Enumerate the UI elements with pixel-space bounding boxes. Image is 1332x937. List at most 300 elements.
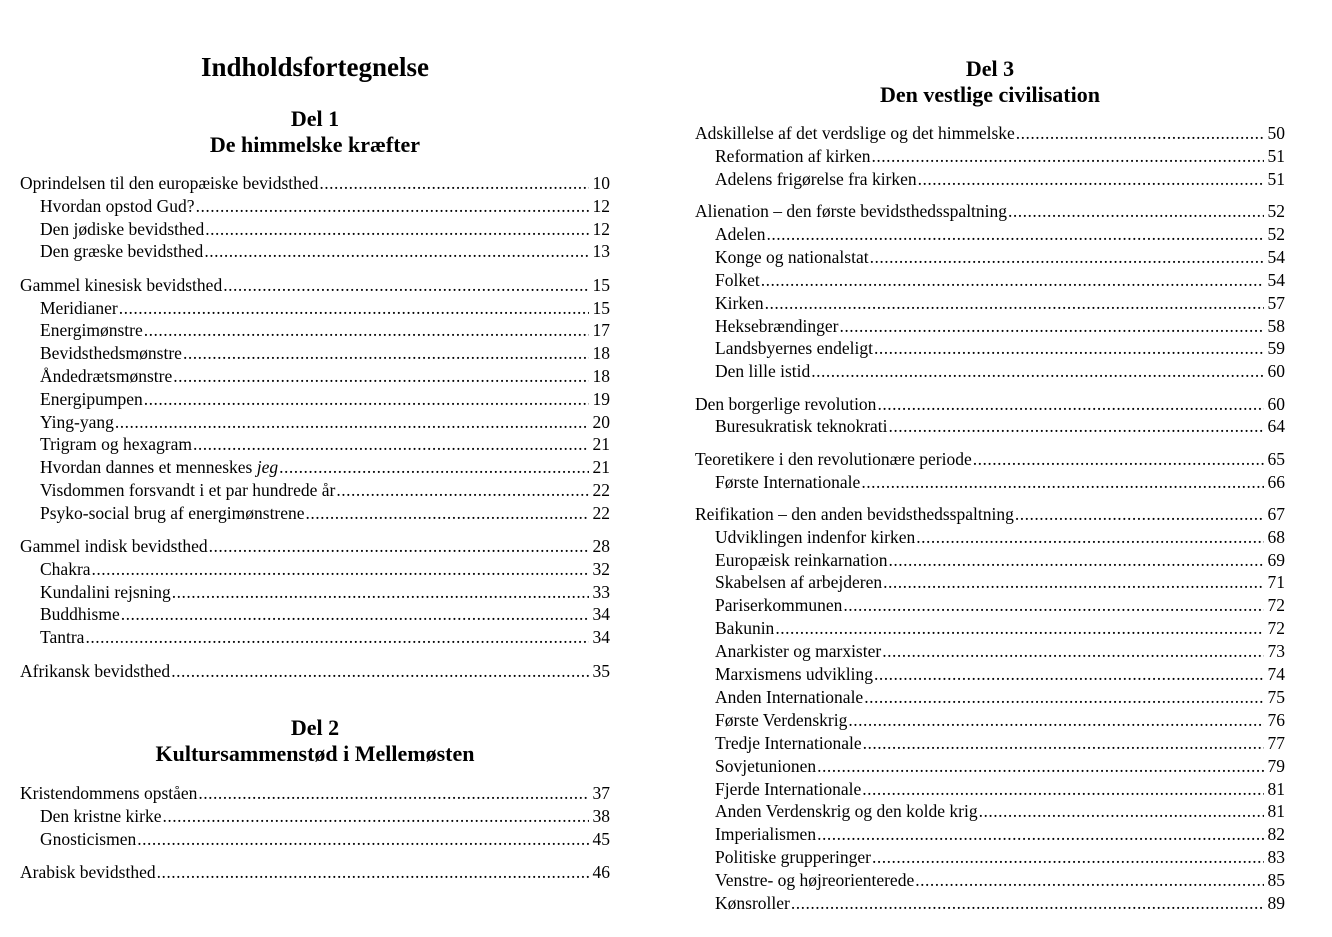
toc-subsection-entry[interactable] bbox=[715, 145, 1285, 167]
page-number: 79 bbox=[1267, 755, 1285, 776]
page-number: 45 bbox=[592, 828, 610, 849]
entry-title-text: Politiske grupperinger bbox=[715, 847, 872, 868]
entry-title bbox=[20, 535, 208, 557]
page-number: 20 bbox=[592, 411, 610, 432]
page-number: 68 bbox=[1267, 526, 1285, 547]
entry-title-text: Konge og nationalstat bbox=[715, 246, 869, 267]
toc-subsection-entry[interactable] bbox=[715, 526, 1285, 548]
entry-title-text: Kundalini rejsning bbox=[40, 581, 171, 602]
entry-title bbox=[715, 571, 882, 593]
entry-title-text: Udviklingen indenfor kirken bbox=[715, 526, 916, 547]
toc-title: Indholdsfortegnelse bbox=[200, 52, 430, 82]
page-number: 81 bbox=[1267, 801, 1285, 822]
part-heading bbox=[695, 56, 1285, 108]
entry-title bbox=[20, 274, 222, 296]
toc-subsection-entry[interactable] bbox=[715, 315, 1285, 337]
toc-subsection-entry[interactable] bbox=[715, 292, 1285, 314]
toc-subsection-entry[interactable] bbox=[40, 558, 610, 580]
entry-title bbox=[40, 479, 335, 501]
page-number: 66 bbox=[1267, 471, 1285, 492]
page-number: 22 bbox=[592, 479, 610, 500]
page-number: 21 bbox=[592, 457, 610, 478]
entry-title-text: Skabelsen af arbejderen bbox=[715, 572, 883, 593]
page-number: 76 bbox=[1267, 709, 1285, 730]
dot-leader bbox=[144, 319, 589, 341]
entry-title bbox=[40, 218, 204, 240]
toc-subsection-entry[interactable] bbox=[715, 823, 1285, 845]
entry-title-text: Heksebrændinger bbox=[715, 315, 839, 336]
page-number: 77 bbox=[1267, 732, 1285, 753]
toc-subsection-entry[interactable] bbox=[715, 755, 1285, 777]
toc-section-entry[interactable] bbox=[20, 172, 610, 194]
entry-title bbox=[40, 433, 192, 455]
entry-title-text: Energipumpen bbox=[40, 388, 143, 409]
entry-title-text: Anden Internationale bbox=[715, 686, 864, 707]
page-number: 72 bbox=[1267, 618, 1285, 639]
entry-title bbox=[40, 558, 91, 580]
toc-subsection-entry[interactable] bbox=[715, 732, 1285, 754]
dot-leader bbox=[1015, 503, 1264, 525]
page-number: 12 bbox=[592, 218, 610, 239]
entry-title-text: Buddhisme bbox=[40, 604, 120, 625]
toc-section-entry[interactable] bbox=[695, 200, 1285, 222]
page-number: 51 bbox=[1267, 145, 1285, 166]
dot-leader bbox=[121, 603, 589, 625]
entry-title-text: Den jødiske bevidsthed bbox=[40, 218, 205, 239]
dot-leader bbox=[115, 411, 589, 433]
dot-leader bbox=[862, 778, 1264, 800]
dot-leader bbox=[973, 448, 1264, 470]
entry-title bbox=[695, 448, 972, 470]
page-number: 83 bbox=[1267, 847, 1285, 868]
page-number: 58 bbox=[1267, 315, 1285, 336]
toc-subsection-entry[interactable] bbox=[715, 892, 1285, 914]
entry-title bbox=[715, 732, 862, 754]
entry-title bbox=[715, 269, 760, 291]
entry-title-text: Alienation – den første bevidsthedsspaltning bbox=[695, 201, 1008, 221]
toc-subsection-entry[interactable] bbox=[40, 581, 610, 603]
entry-title-text: Anarkister og marxister bbox=[715, 641, 882, 662]
dot-leader bbox=[172, 581, 589, 603]
toc-section-entry[interactable] bbox=[20, 535, 610, 557]
toc-subsection-entry[interactable] bbox=[40, 479, 610, 501]
page-number: 32 bbox=[592, 558, 610, 579]
entry-title-text: Første Verdenskrig bbox=[715, 709, 848, 730]
dot-leader bbox=[848, 709, 1264, 731]
entry-title-text: Europæisk reinkarnation bbox=[715, 549, 888, 570]
dot-leader bbox=[761, 269, 1264, 291]
entry-title bbox=[40, 805, 162, 827]
toc-subsection-entry[interactable] bbox=[715, 269, 1285, 291]
entry-title bbox=[715, 869, 914, 891]
dot-leader bbox=[193, 433, 589, 455]
entry-title bbox=[40, 388, 143, 410]
page-number: 65 bbox=[1267, 448, 1285, 469]
page-number: 52 bbox=[1267, 201, 1285, 221]
toc-subsection-entry[interactable] bbox=[715, 709, 1285, 731]
entry-title-text: Afrikansk bevidsthed bbox=[20, 660, 171, 681]
entry-title-text: Adelen bbox=[715, 223, 766, 244]
entry-title bbox=[715, 800, 978, 822]
dot-leader bbox=[1008, 200, 1264, 222]
entry-title bbox=[695, 503, 1014, 525]
page-number: 34 bbox=[592, 604, 610, 625]
entry-title-text: Bakunin bbox=[715, 618, 775, 639]
entry-title bbox=[695, 393, 876, 415]
entry-title bbox=[715, 663, 873, 685]
dot-leader bbox=[171, 660, 589, 682]
entry-title-text: Tantra bbox=[40, 627, 85, 648]
page-number: 85 bbox=[1267, 870, 1285, 891]
entry-title bbox=[40, 411, 114, 433]
entry-title bbox=[715, 892, 790, 914]
dot-leader bbox=[874, 337, 1264, 359]
toc-subsection-entry[interactable] bbox=[715, 246, 1285, 268]
entry-title bbox=[715, 337, 873, 359]
toc-subsection-entry[interactable] bbox=[715, 360, 1285, 382]
page-number: 72 bbox=[1267, 595, 1285, 616]
dot-leader bbox=[843, 594, 1264, 616]
dot-leader bbox=[882, 640, 1264, 662]
entry-title-text: Adelens frigørelse fra kirken bbox=[715, 168, 917, 189]
page-number: 22 bbox=[592, 502, 610, 523]
toc-subsection-entry[interactable] bbox=[40, 218, 610, 240]
entry-title bbox=[695, 122, 1015, 144]
dot-leader bbox=[915, 869, 1264, 891]
entry-title-text: Bevidsthedsmønstre bbox=[40, 343, 182, 364]
page-number: 71 bbox=[1267, 572, 1285, 593]
entry-title-text: Den borgerlige revolution bbox=[695, 393, 877, 414]
dot-leader bbox=[883, 571, 1264, 593]
toc-subsection-entry[interactable] bbox=[40, 603, 610, 625]
entry-title-text: Adskillelse af det verdslige og det himmelske bbox=[695, 123, 1015, 143]
entry-title-text: Kønsroller bbox=[715, 893, 790, 913]
dot-leader bbox=[306, 502, 589, 524]
dot-leader bbox=[204, 240, 589, 262]
dot-leader bbox=[767, 223, 1264, 245]
entry-title-italic: jeg bbox=[256, 457, 279, 478]
dot-leader bbox=[817, 823, 1264, 845]
entry-title-text: Hvordan opstod Gud? bbox=[40, 195, 195, 216]
entry-title bbox=[20, 172, 318, 194]
dot-leader bbox=[791, 892, 1264, 914]
toc-section-entry[interactable] bbox=[20, 782, 610, 804]
entry-title-text: Marxismens udvikling bbox=[715, 664, 873, 684]
page-number: 46 bbox=[592, 861, 610, 882]
entry-title-text: Meridianer bbox=[40, 297, 118, 318]
dot-leader bbox=[92, 558, 589, 580]
entry-title-text: Folket bbox=[715, 269, 760, 290]
toc-subsection-entry[interactable] bbox=[715, 223, 1285, 245]
entry-title-text: Tredje Internationale bbox=[715, 732, 862, 753]
toc-section-entry[interactable] bbox=[20, 274, 610, 296]
dot-leader bbox=[877, 393, 1264, 415]
entry-title-text: Den lille istid bbox=[715, 361, 811, 382]
toc-subsection-entry[interactable] bbox=[715, 869, 1285, 891]
dot-leader bbox=[864, 686, 1264, 708]
entry-title-text: Trigram og hexagram bbox=[40, 434, 192, 455]
page-number: 51 bbox=[1267, 168, 1285, 189]
entry-title-text: Reformation af kirken bbox=[715, 145, 871, 166]
toc-subsection-entry[interactable] bbox=[40, 297, 610, 319]
page-number: 15 bbox=[592, 297, 610, 318]
entry-title bbox=[20, 660, 170, 682]
entry-title bbox=[40, 297, 118, 319]
page-number: 34 bbox=[592, 627, 610, 648]
entry-title-text: Psyko-social brug af energimønstrene bbox=[40, 502, 305, 523]
entry-title bbox=[40, 626, 84, 648]
part-number: Del 3 bbox=[965, 56, 1015, 81]
dot-leader bbox=[839, 315, 1264, 337]
entry-title bbox=[40, 365, 172, 387]
part-heading bbox=[20, 715, 610, 767]
entry-title bbox=[715, 415, 888, 437]
page-number: 60 bbox=[1267, 361, 1285, 382]
entry-title-text: Åndedrætsmønstre bbox=[40, 365, 173, 386]
dot-leader bbox=[861, 471, 1264, 493]
page-number: 17 bbox=[592, 320, 610, 341]
toc-subsection-entry[interactable] bbox=[715, 471, 1285, 493]
entry-title-text: Kirken bbox=[715, 292, 764, 313]
page-number: 74 bbox=[1267, 664, 1285, 684]
entry-title-text: Chakra bbox=[40, 558, 91, 579]
toc-subsection-entry[interactable] bbox=[40, 195, 610, 217]
entry-title bbox=[40, 342, 182, 364]
dot-leader bbox=[198, 782, 589, 804]
dot-leader bbox=[336, 479, 589, 501]
dot-leader bbox=[765, 292, 1264, 314]
entry-title-text: Sovjetunionen bbox=[715, 755, 817, 776]
toc-subsection-entry[interactable] bbox=[40, 626, 610, 648]
dot-leader bbox=[319, 172, 589, 194]
dot-leader bbox=[209, 535, 589, 557]
dot-leader bbox=[205, 218, 589, 240]
entry-title-text: Teoretikere i den revolutionære periode bbox=[695, 448, 972, 469]
dot-leader bbox=[870, 246, 1264, 268]
toc-subsection-entry[interactable] bbox=[40, 502, 610, 524]
dot-leader bbox=[811, 360, 1264, 382]
toc-section-entry[interactable] bbox=[20, 861, 610, 883]
entry-title-text: Buresukratisk teknokrati bbox=[715, 416, 888, 437]
toc-section-entry[interactable] bbox=[695, 122, 1285, 144]
toc-section-entry[interactable] bbox=[695, 448, 1285, 470]
toc-subsection-entry[interactable] bbox=[715, 800, 1285, 822]
entry-title bbox=[715, 246, 869, 268]
toc-section-entry[interactable] bbox=[695, 393, 1285, 415]
entry-title bbox=[715, 292, 764, 314]
page-number: 28 bbox=[592, 536, 610, 556]
page-number: 73 bbox=[1267, 641, 1285, 662]
part-number: Del 2 bbox=[290, 715, 340, 740]
dot-leader bbox=[979, 800, 1264, 822]
entry-title bbox=[715, 617, 774, 639]
entry-title bbox=[20, 861, 156, 883]
toc-subsection-entry[interactable] bbox=[715, 168, 1285, 190]
toc-subsection-entry[interactable] bbox=[715, 663, 1285, 685]
entry-title bbox=[715, 823, 816, 845]
toc-section-entry[interactable] bbox=[695, 503, 1285, 525]
dot-leader bbox=[916, 526, 1264, 548]
entry-title bbox=[715, 549, 888, 571]
part-subtitle: De himmelske kræfter bbox=[209, 132, 421, 157]
entry-title bbox=[40, 581, 171, 603]
entry-title bbox=[715, 709, 847, 731]
entry-title-text: Visdommen forsvandt i et par hundrede år bbox=[40, 479, 336, 500]
entry-title-text: Første Internationale bbox=[715, 471, 861, 492]
entry-title-text: Den kristne kirke bbox=[40, 805, 162, 826]
entry-title-text: Venstre- og højreorienterede bbox=[715, 870, 915, 891]
dot-leader bbox=[119, 297, 589, 319]
part-subtitle: Den vestlige civilisation bbox=[880, 82, 1100, 107]
page-number: 64 bbox=[1267, 416, 1285, 437]
page-number: 35 bbox=[592, 660, 610, 681]
toc-subsection-entry[interactable] bbox=[715, 778, 1285, 800]
entry-title-text: Arabisk bevidsthed bbox=[20, 861, 156, 882]
toc-subsection-entry[interactable] bbox=[40, 828, 610, 850]
part-number: Del 1 bbox=[290, 106, 340, 131]
page-number: 54 bbox=[1267, 246, 1285, 267]
entry-title-text: Gammel kinesisk bevidsthed bbox=[20, 274, 223, 295]
entry-title-text: Hvordan dannes et menneskes bbox=[40, 457, 257, 478]
entry-title-text: Oprindelsen til den europæiske bevidsthed bbox=[20, 173, 319, 193]
part-subtitle: Kultursammenstød i Mellemøsten bbox=[155, 741, 475, 766]
toc-subsection-entry[interactable] bbox=[715, 415, 1285, 437]
page-number: 52 bbox=[1267, 223, 1285, 244]
toc-subsection-entry[interactable] bbox=[715, 846, 1285, 868]
entry-title-text: Energimønstre bbox=[40, 320, 143, 341]
page-number: 18 bbox=[592, 365, 610, 386]
toc-subsection-entry[interactable] bbox=[715, 640, 1285, 662]
entry-title bbox=[40, 195, 195, 217]
entry-title bbox=[20, 782, 197, 804]
page-number: 89 bbox=[1267, 893, 1285, 913]
page-number: 19 bbox=[592, 388, 610, 409]
toc-subsection-entry[interactable] bbox=[40, 805, 610, 827]
toc-subsection-entry[interactable] bbox=[40, 365, 610, 387]
entry-title-text: Kristendommens opståen bbox=[20, 783, 198, 803]
entry-title-text: Landsbyernes endeligt bbox=[715, 338, 873, 359]
entry-title bbox=[715, 360, 810, 382]
page-number: 59 bbox=[1267, 338, 1285, 359]
page-number: 60 bbox=[1267, 393, 1285, 414]
entry-title bbox=[715, 145, 871, 167]
dot-leader bbox=[889, 549, 1264, 571]
toc-section-entry[interactable] bbox=[20, 660, 610, 682]
dot-leader bbox=[874, 663, 1264, 685]
page-number: 10 bbox=[592, 173, 610, 193]
page-number: 38 bbox=[592, 805, 610, 826]
entry-title bbox=[715, 846, 871, 868]
page-number: 21 bbox=[592, 434, 610, 455]
page-number: 67 bbox=[1267, 503, 1285, 524]
toc-subsection-entry[interactable] bbox=[715, 571, 1285, 593]
dot-leader bbox=[872, 846, 1264, 868]
page-number: 15 bbox=[592, 274, 610, 295]
entry-title-text: Imperialismen bbox=[715, 824, 817, 845]
page-number: 37 bbox=[592, 783, 610, 803]
page-number: 54 bbox=[1267, 269, 1285, 290]
entry-title-text: Gnosticismen bbox=[40, 828, 137, 849]
page-number: 82 bbox=[1267, 824, 1285, 845]
entry-title-text: Ying-yang bbox=[40, 411, 114, 432]
page-number: 81 bbox=[1267, 778, 1285, 799]
dot-leader bbox=[1016, 122, 1264, 144]
dot-leader bbox=[279, 456, 589, 478]
dot-leader bbox=[872, 145, 1264, 167]
toc-subsection-entry[interactable] bbox=[715, 337, 1285, 359]
dot-leader bbox=[918, 168, 1264, 190]
page-number: 13 bbox=[592, 241, 610, 262]
page-number: 12 bbox=[592, 195, 610, 216]
page-number: 50 bbox=[1267, 123, 1285, 143]
entry-title bbox=[40, 319, 143, 341]
page-number: 57 bbox=[1267, 292, 1285, 313]
dot-leader bbox=[775, 617, 1264, 639]
page-number: 69 bbox=[1267, 549, 1285, 570]
dot-leader bbox=[173, 365, 589, 387]
page-number: 33 bbox=[592, 581, 610, 602]
dot-leader bbox=[863, 732, 1264, 754]
dot-leader bbox=[163, 805, 590, 827]
dot-leader bbox=[144, 388, 589, 410]
dot-leader bbox=[157, 861, 589, 883]
entry-title bbox=[40, 456, 278, 478]
entry-title bbox=[715, 755, 816, 777]
entry-title bbox=[40, 502, 305, 524]
page-number: 75 bbox=[1267, 686, 1285, 707]
dot-leader bbox=[137, 828, 589, 850]
toc-subsection-entry[interactable] bbox=[715, 594, 1285, 616]
entry-title bbox=[715, 471, 860, 493]
part-heading bbox=[20, 106, 610, 158]
toc-subsection-entry[interactable] bbox=[40, 240, 610, 262]
entry-title bbox=[715, 778, 861, 800]
entry-title-text: Fjerde Internationale bbox=[715, 778, 862, 799]
dot-leader bbox=[196, 195, 589, 217]
toc-subsection-entry[interactable] bbox=[40, 456, 610, 478]
toc-subsection-entry[interactable] bbox=[40, 388, 610, 410]
dot-leader bbox=[889, 415, 1264, 437]
dot-leader bbox=[85, 626, 589, 648]
toc-subsection-entry[interactable] bbox=[40, 342, 610, 364]
entry-title bbox=[40, 240, 203, 262]
dot-leader bbox=[817, 755, 1264, 777]
toc-subsection-entry[interactable] bbox=[40, 411, 610, 433]
entry-title bbox=[715, 686, 863, 708]
entry-title-text: Pariserkommunen bbox=[715, 595, 843, 616]
entry-title-text: Anden Verdenskrig og den kolde krig bbox=[715, 801, 978, 822]
entry-title bbox=[695, 200, 1007, 222]
dot-leader bbox=[223, 274, 589, 296]
entry-title bbox=[715, 640, 881, 662]
toc-subsection-entry[interactable] bbox=[40, 319, 610, 341]
entry-title-text: Reifikation – den anden bevidsthedsspaltning bbox=[695, 503, 1014, 524]
entry-title bbox=[715, 168, 917, 190]
entry-title bbox=[715, 526, 915, 548]
toc-subsection-entry[interactable] bbox=[715, 549, 1285, 571]
toc-subsection-entry[interactable] bbox=[715, 686, 1285, 708]
toc-subsection-entry[interactable] bbox=[715, 617, 1285, 639]
entry-title-text: Den græske bevidsthed bbox=[40, 241, 204, 262]
entry-title bbox=[40, 603, 120, 625]
page-number: 18 bbox=[592, 343, 610, 364]
entry-title bbox=[40, 828, 136, 850]
entry-title bbox=[715, 223, 766, 245]
entry-title-text: Gammel indisk bevidsthed bbox=[20, 536, 208, 556]
entry-title bbox=[715, 594, 842, 616]
toc-subsection-entry[interactable] bbox=[40, 433, 610, 455]
entry-title bbox=[715, 315, 838, 337]
